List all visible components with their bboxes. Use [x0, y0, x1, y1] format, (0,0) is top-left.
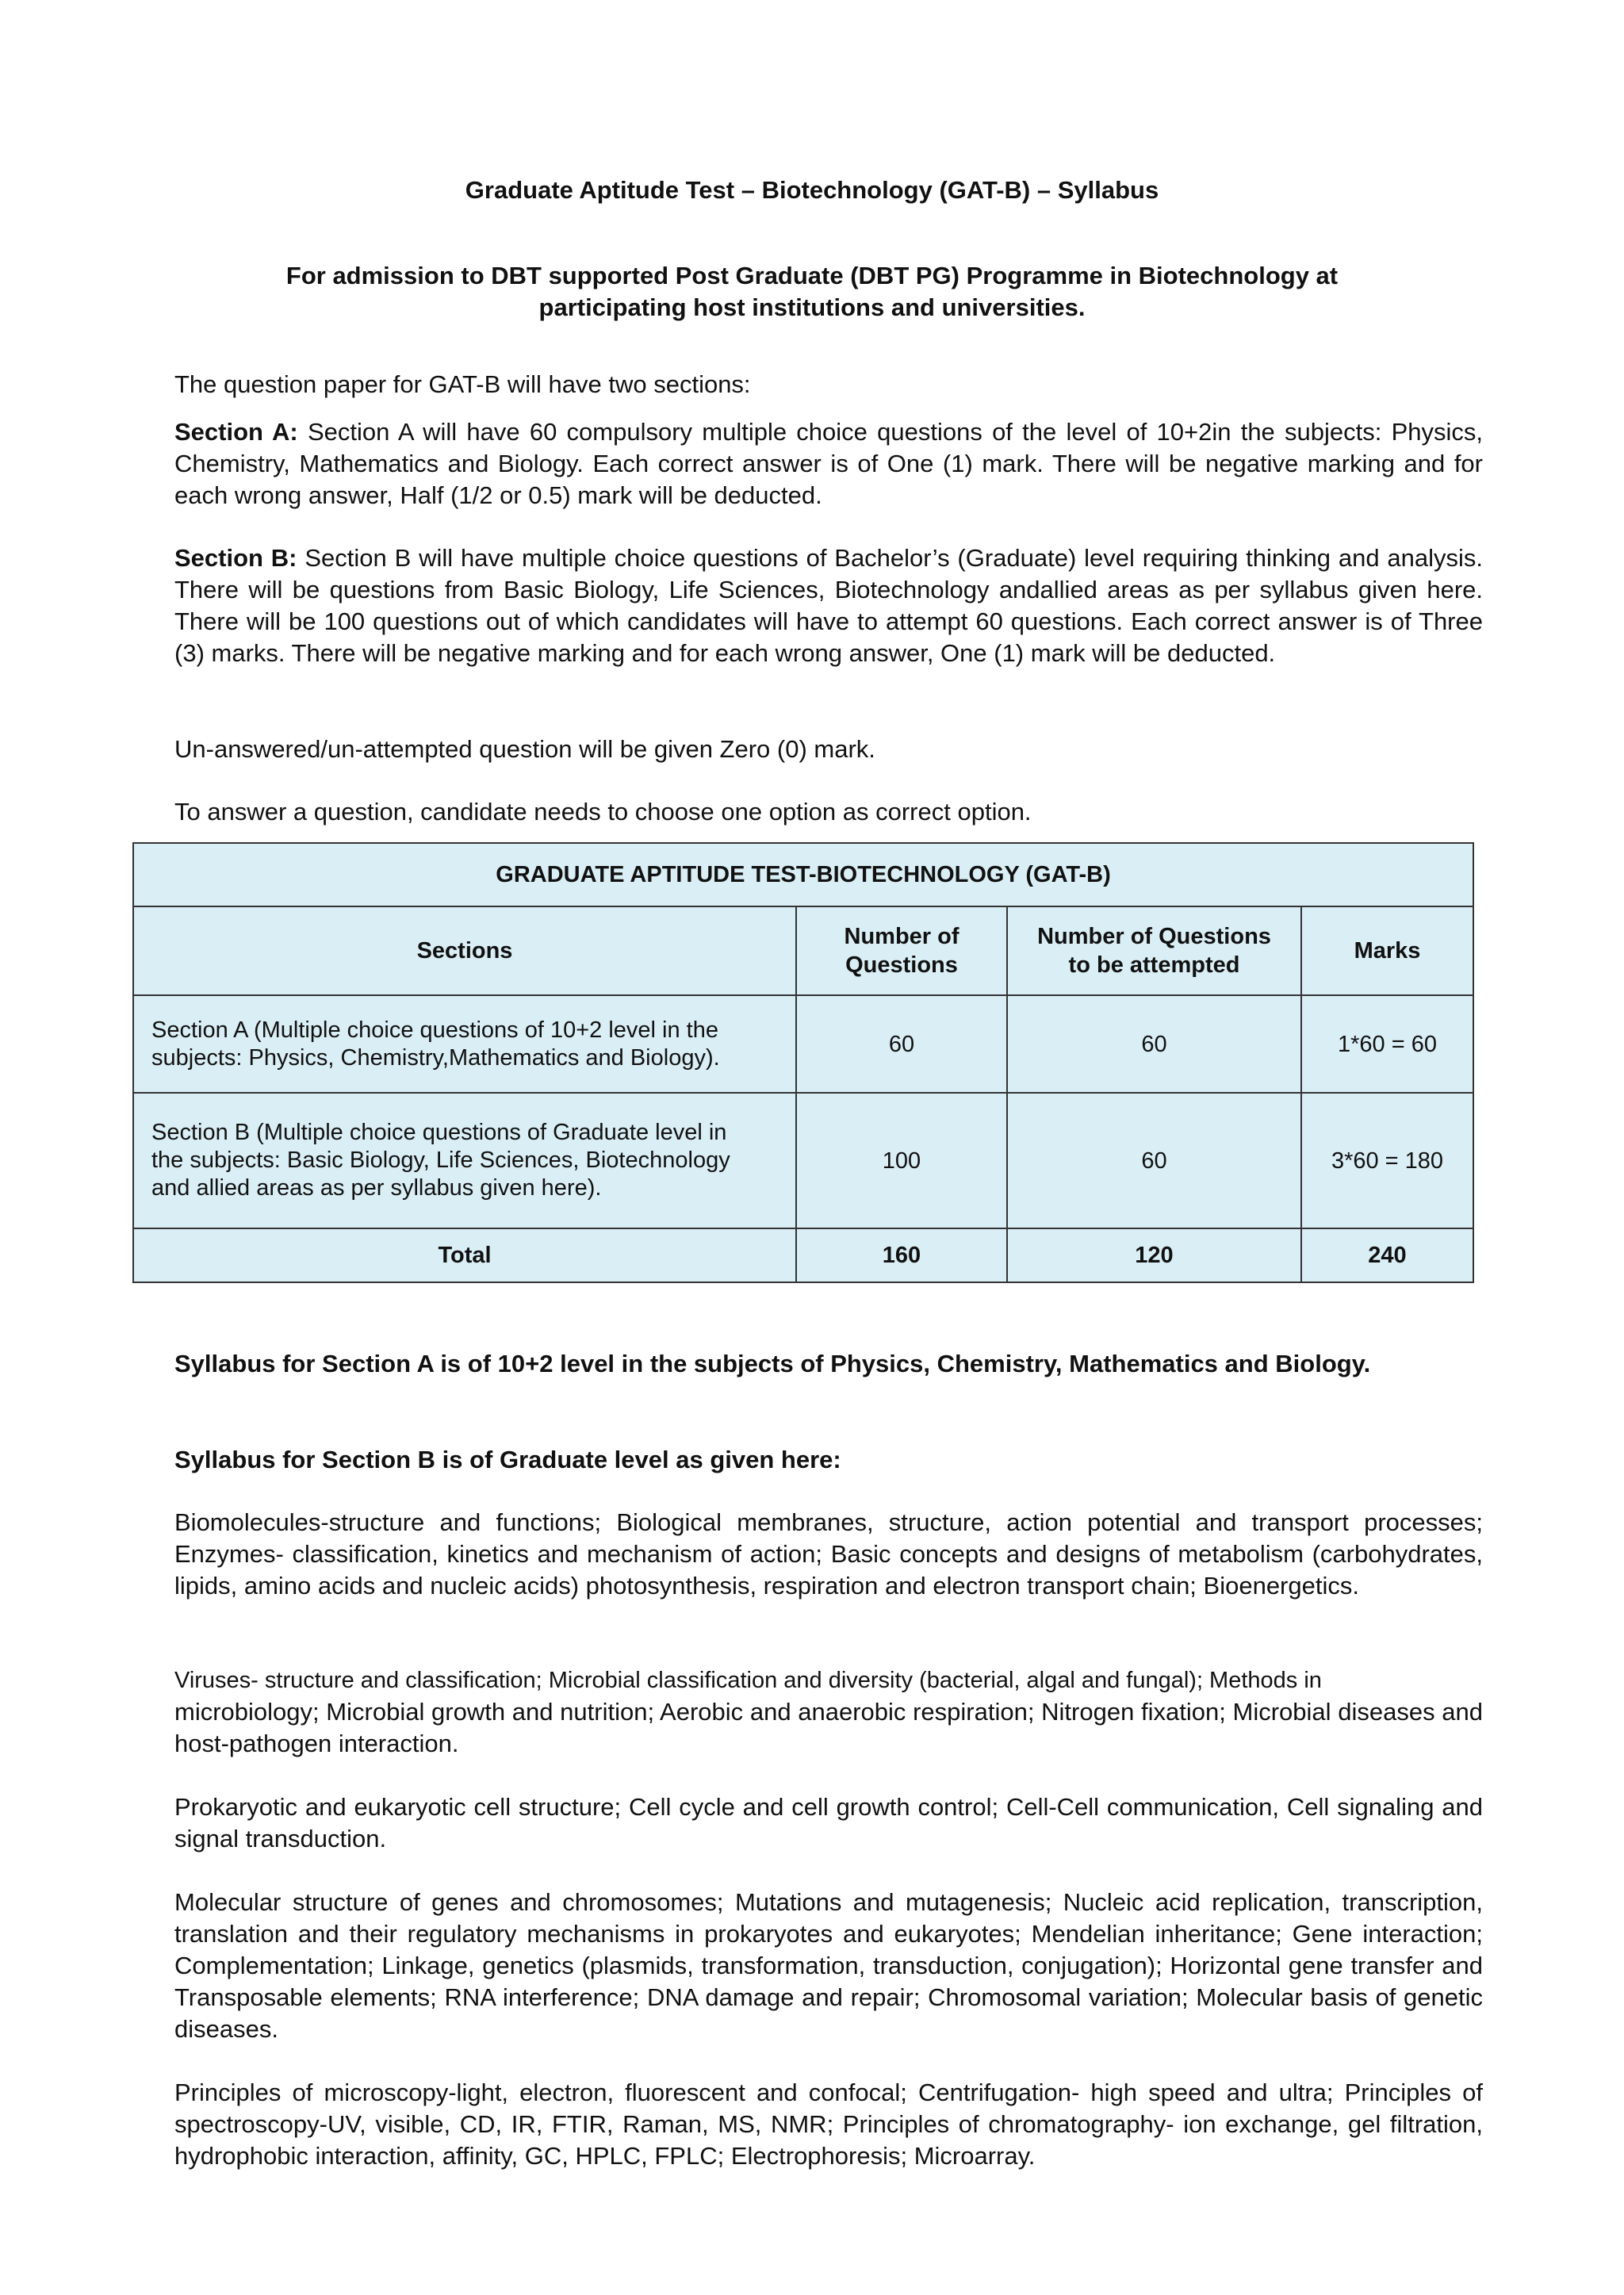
- table-title: GRADUATE APTITUDE TEST-BIOTECHNOLOGY (GAT-B): [133, 843, 1473, 906]
- header-questions-to-attempt-line-1: Number of Questions: [1037, 924, 1271, 949]
- intro-text: The question paper for GAT-B will have two sections:: [174, 370, 751, 398]
- syllabus-b-heading: Syllabus for Section B is of Graduate level as given here:: [174, 1446, 841, 1473]
- section-a-paragraph: [174, 416, 1483, 511]
- header-number-of-questions: [796, 906, 1007, 995]
- section-b-description: [133, 1093, 796, 1228]
- syllabus-paragraph-cell-biology: Prokaryotic and eukaryotic cell structure; Cell cycle and cell growth control; Cell-Cell communication, Cell signaling and signal transduction.: [174, 1793, 1483, 1852]
- syllabus-paragraph-genetics: Molecular structure of genes and chromosomes; Mutations and mutagenesis; Nucleic acid replication, transcription, translation and their regulatory mechanisms in prokaryotes and eukaryotes; Mendelian inheritance; Gene interaction; Complementation; Linkage, genetics (plasmids, transformation, transduction, conjugation); Horizontal gene transfer and Transposable elements; RNA interference; DNA damage and repair; Chromosomal variation; Molecular basis of genetic diseases.: [174, 1888, 1483, 2043]
- table-row: [133, 995, 1473, 1093]
- unanswered-rule: Un-answered/un-attempted question will be given Zero (0) mark.: [174, 735, 875, 763]
- total-questions: 160: [796, 1228, 1007, 1282]
- total-attempted: 120: [1007, 1228, 1301, 1282]
- syllabus-paragraph-biomolecules: Biomolecules-structure and functions; Biological membranes, structure, action potential and transport processes; Enzymes- classification, kinetics and mechanism of action; Basic concepts and designs of metabolism (carbohydrates, lipids, amino acids and nucleic acids) photosynthesis, respiration and electron transport chain; Bioenergetics.: [174, 1508, 1483, 1600]
- header-sections: Sections: [133, 906, 796, 995]
- section-a-label: Section A:: [174, 418, 298, 446]
- gat-b-summary-table: [132, 842, 1474, 1283]
- header-questions-to-attempt: [1007, 906, 1301, 995]
- microbiology-first-line: Viruses- structure and classification; Microbial classification and diversity (bacterial, algal and fungal); Methods in: [174, 1668, 1322, 1693]
- page-subtitle: [198, 260, 1426, 324]
- answer-rule: To answer a question, candidate needs to choose one option as correct option.: [174, 798, 1032, 826]
- section-b-questions: 100: [796, 1093, 1007, 1228]
- microbiology-remaining-lines: microbiology; Microbial growth and nutrition; Aerobic and anaerobic respiration; Nitrogen fixation; Microbial diseases and host-pathogen interaction.: [174, 1698, 1483, 1757]
- header-number-of-questions-line-1: Number of: [844, 924, 959, 949]
- syllabus-a-statement: Syllabus for Section A is of 10+2 level in the subjects of Physics, Chemistry, Mathematics and Biology.: [174, 1350, 1371, 1377]
- page-title: Graduate Aptitude Test – Biotechnology (GAT-B) – Syllabus: [465, 176, 1159, 204]
- section-a-description-line-2: subjects: Physics, Chemistry,Mathematics and Biology).: [151, 1044, 720, 1071]
- subtitle-line-2: participating host institutions and universities.: [538, 293, 1086, 321]
- table-total-row: [133, 1228, 1473, 1282]
- section-a-description: [133, 995, 796, 1093]
- section-b-marks: 3*60 = 180: [1301, 1093, 1473, 1228]
- section-b-description-line-1: Section B (Multiple choice questions of Graduate level in: [151, 1120, 727, 1145]
- table-row: [133, 1093, 1473, 1228]
- header-number-of-questions-line-2: Questions: [845, 952, 958, 978]
- section-a-attempted: 60: [1007, 995, 1301, 1093]
- section-b-paragraph: [174, 542, 1483, 669]
- section-a-text: Section A will have 60 compulsory multiple choice questions of the level of 10+2in the subjects: Physics, Chemistry, Mathematics and Biology. Each correct answer is of One (1) mark. There will be negative marking and for each wrong answer, Half (1/2 or 0.5) mark will be deducted.: [174, 418, 1484, 509]
- section-b-description-line-3: and allied areas as per syllabus given here).: [151, 1175, 602, 1201]
- section-b-description-line-2: the subjects: Basic Biology, Life Sciences, Biotechnology: [151, 1148, 730, 1173]
- header-questions-to-attempt-line-2: to be attempted: [1068, 952, 1240, 978]
- header-marks: Marks: [1301, 906, 1473, 995]
- section-b-text: Section B will have multiple choice questions of Bachelor’s (Graduate) level requiring thinking and analysis. There will be questions from Basic Biology, Life Sciences, Biotechnology andallied areas as per syllabus given here. There will be 100 questions out of which candidates will have to attempt 60 questions. Each correct answer is of Three (3) marks. There will be negative marking and for each wrong answer, One (1) mark will be deducted.: [174, 544, 1483, 667]
- section-a-description-line-1: Section A (Multiple choice questions of 10+2 level in the: [151, 1017, 718, 1043]
- subtitle-line-1: For admission to DBT supported Post Graduate (DBT PG) Programme in Biotechnology at: [285, 262, 1339, 289]
- table-title-row: [133, 843, 1473, 906]
- section-a-marks: 1*60 = 60: [1301, 995, 1473, 1093]
- section-b-attempted: 60: [1007, 1093, 1301, 1228]
- syllabus-paragraph-techniques: Principles of microscopy-light, electron, fluorescent and confocal; Centrifugation- high speed and ultra; Principles of spectroscopy-UV, visible, CD, IR, FTIR, Raman, MS, NMR; Principles of chromatography- ion exchange, gel filtration, hydrophobic interaction, affinity, GC, HPLC, FPLC; Electrophoresis; Microarray.: [174, 2079, 1483, 2170]
- table-header-row: [133, 906, 1473, 995]
- section-a-questions: 60: [796, 995, 1007, 1093]
- syllabus-paragraph-microbiology: [174, 1665, 1483, 1760]
- total-label: Total: [133, 1228, 796, 1282]
- total-marks: 240: [1301, 1228, 1473, 1282]
- section-b-label: Section B:: [174, 544, 297, 572]
